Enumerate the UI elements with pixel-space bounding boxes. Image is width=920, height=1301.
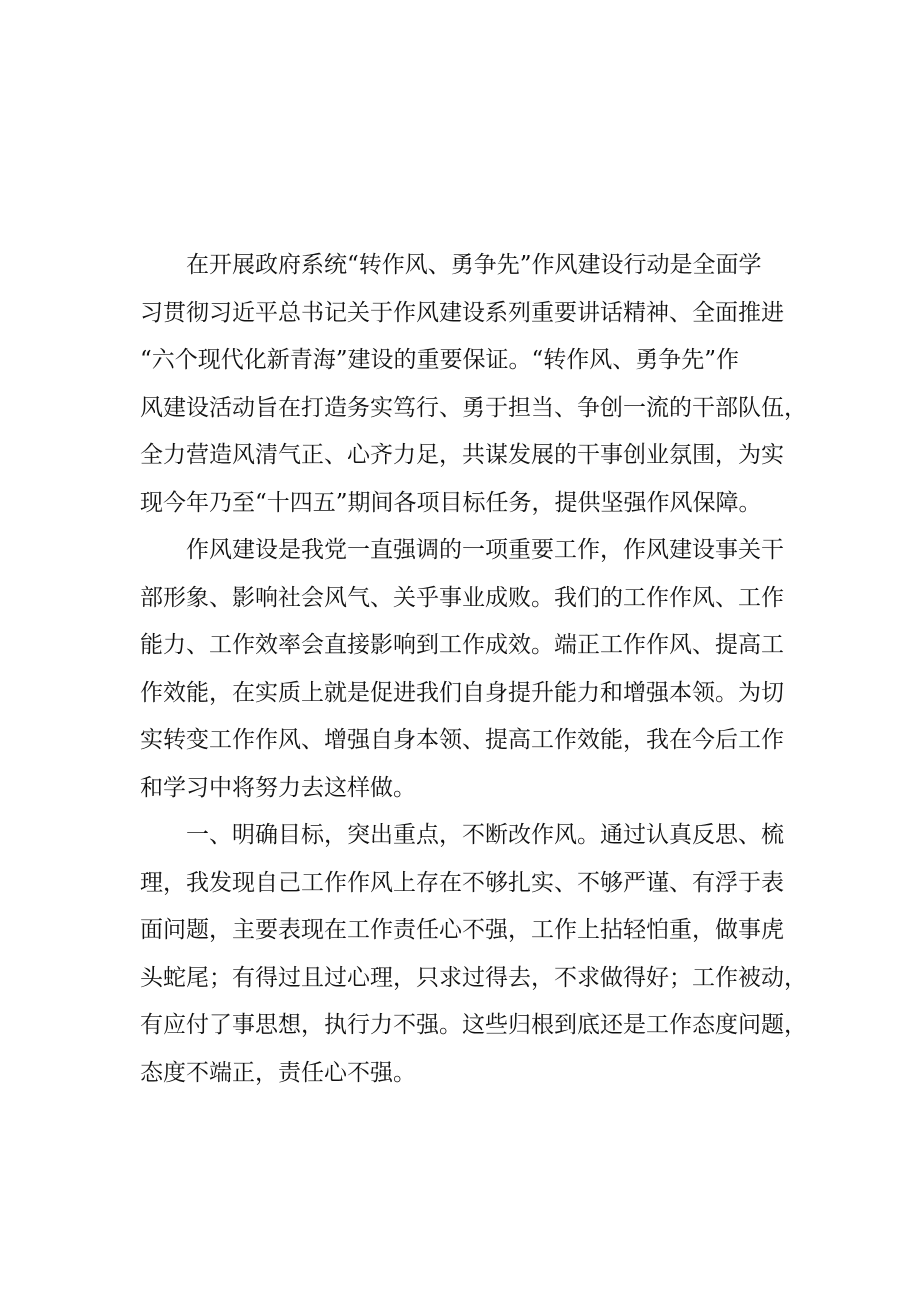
paragraph-line: 面问题，主要表现在工作责任心不强，工作上拈轻怕重，做事虎 bbox=[140, 917, 784, 943]
paragraph-3 bbox=[140, 812, 807, 1097]
paragraph-line: 习贯彻习近平总书记关于作风建设系列重要讲话精神、全面推进 bbox=[140, 299, 784, 326]
paragraph-line: 一、明确目标，突出重点，不断改作风。通过认真反思、梳 bbox=[186, 822, 784, 848]
paragraph-line: 能力、工作效率会直接影响到工作成效。端正工作作风、提高工 bbox=[140, 632, 784, 658]
paragraph-line: 风建设活动旨在打造务实笃行、勇于担当、争创一流的干部队伍， bbox=[140, 394, 807, 421]
paragraph-2 bbox=[140, 527, 790, 812]
paragraph-line: 理，我发现自己工作作风上存在不够扎实、不够严谨、有浮于表 bbox=[140, 869, 784, 896]
paragraph-line: 有应付了事思想，执行力不强。这些归根到底还是工作态度问题， bbox=[140, 1012, 807, 1038]
document-body bbox=[140, 242, 807, 1097]
paragraph-line: “六个现代化新青海”建设的重要保证。“转作风、勇争先”作 bbox=[140, 347, 740, 373]
paragraph-line: 作效能，在实质上就是促进我们自身提升能力和增强本领。为切 bbox=[140, 679, 784, 706]
paragraph-1 bbox=[140, 242, 807, 527]
paragraph-line: 态度不端正，责任心不强。 bbox=[140, 1059, 416, 1086]
paragraph-line: 头蛇尾；有得过且过心理，只求过得去，不求做得好；工作被动， bbox=[140, 964, 807, 991]
paragraph-line: 全力营造风清气正、心齐力足，共谋发展的干事创业氛围，为实 bbox=[140, 442, 784, 468]
paragraph-line: 作风建设是我党一直强调的一项重要工作，作风建设事关干 bbox=[186, 537, 784, 563]
paragraph-line: 实转变工作作风、增强自身本领、提高工作效能，我在今后工作 bbox=[140, 727, 784, 753]
paragraph-line: 部形象、影响社会风气、关乎事业成败。我们的工作作风、工作 bbox=[140, 584, 784, 611]
paragraph-line: 现今年乃至“十四五”期间各项目标任务，提供坚强作风保障。 bbox=[140, 489, 762, 516]
paragraph-line: 在开展政府系统“转作风、勇争先”作风建设行动是全面学 bbox=[186, 252, 762, 278]
paragraph-line: 和学习中将努力去这样做。 bbox=[140, 774, 416, 801]
